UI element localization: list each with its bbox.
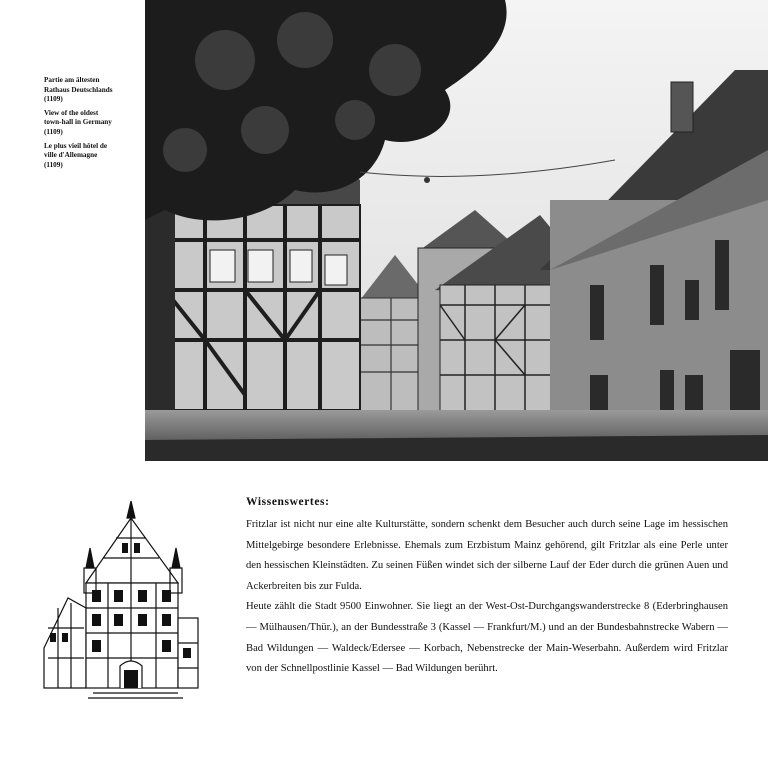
info-section xyxy=(246,496,728,680)
town-square-photo xyxy=(145,0,768,461)
town-hall-sketch xyxy=(38,498,204,704)
caption-german: Partie am ältesten Rathaus Deutschlands (1109) xyxy=(44,76,113,104)
photo-caption xyxy=(44,76,136,174)
section-heading: Wissenswertes: xyxy=(246,496,330,508)
caption-english: View of the oldest town-hall in Germany (1109) xyxy=(44,108,112,136)
paragraph-transport: Heute zählt die Stadt 9500 Einwohner. Sie liegt an der West-Ost-Durchgangswanderstrecke 8 (Ederbringhausen — Mülhausen/Thür.), an der Bundesstraße 3 (Kassel — Frankfurt/M.) und an der Bundesbahnstrecke Wabern — Bad Wildungen — Waldeck/Edersee — Korbach, Nebenstrecke der Main-Weserbahn. Außerdem wird Fritzlar von der Schnellpostlinie Kassel — Bad Wildungen berührt. xyxy=(246,601,728,675)
caption-french: Le plus vieil hôtel de ville d'Allemagne (1109) xyxy=(44,141,108,169)
paragraph-history: Fritzlar ist nicht nur eine alte Kulturstätte, sondern schenkt dem Besucher auch durch seine Lage im hessischen Mittelgebirge besondere Erlebnisse. Ehemals zum Erzbistum Mainz gehörend, gilt Fritzlar als eine Perle unter den hessischen Kleinstädten. Zu seinen Füßen windet sich der silberne Lauf der Eder durch die grünen Auen und Ackerbreiten bis zur Fulda. xyxy=(246,519,728,592)
